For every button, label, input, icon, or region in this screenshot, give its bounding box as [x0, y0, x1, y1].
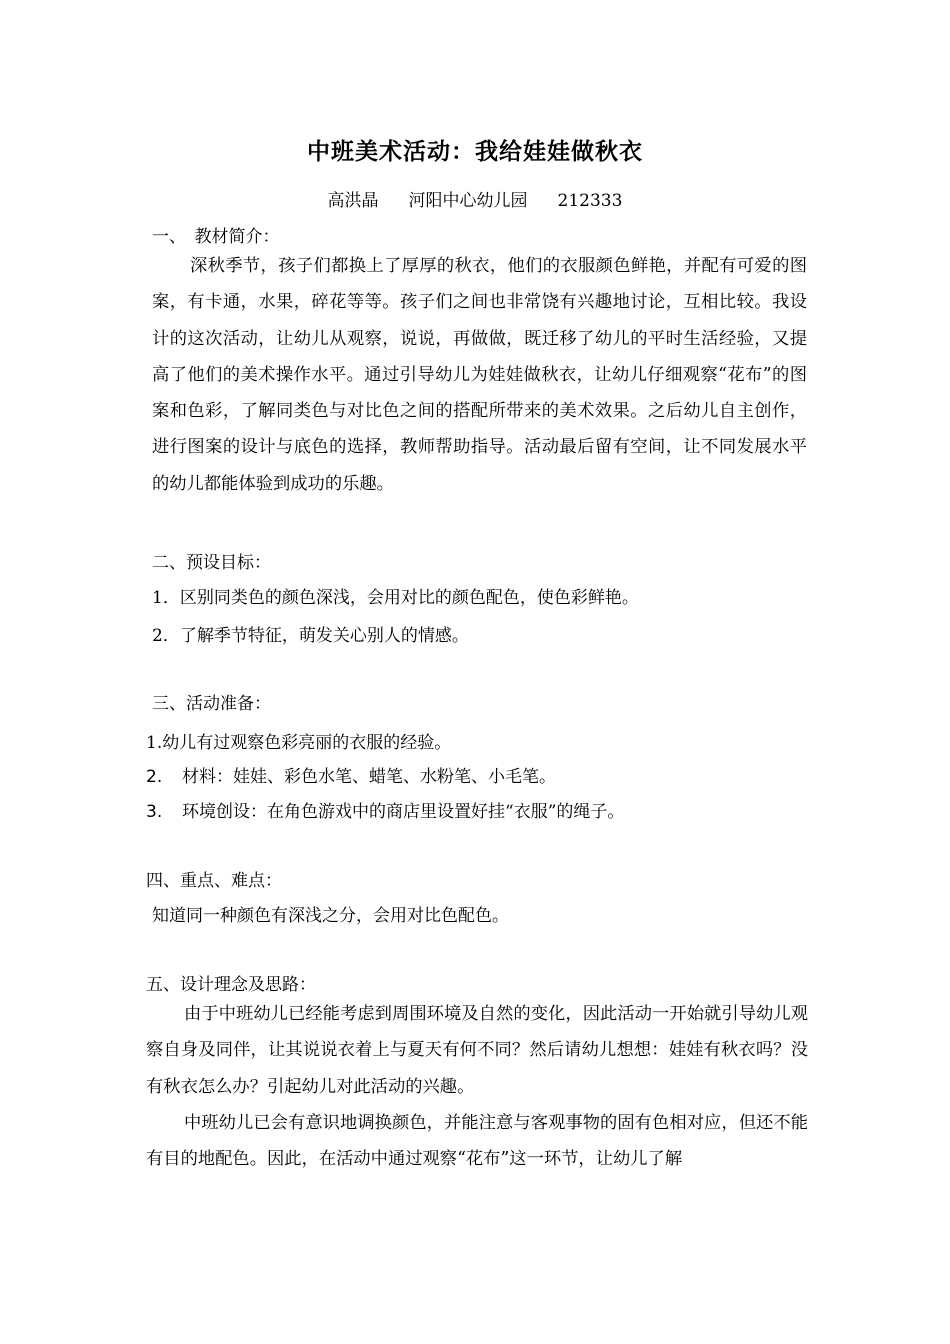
prep-item-2	[146, 762, 556, 787]
page-title: 中班美术活动：我给娃娃做秋衣	[307, 138, 643, 165]
prep-item-2-text: 材料：娃娃、彩色水笔、蜡笔、水粉笔、小毛笔。	[182, 767, 556, 787]
author-name: 高洪晶	[327, 191, 379, 211]
design-paragraph-2: 中班幼儿已会有意识地调换颜色，并能注意与客观事物的固有色相对应，但还不能有目的地配色。因此，在活动中通过观察“花布”这一环节，让幼儿了解	[146, 1113, 808, 1170]
prep-item-3-text: 环境创设：在角色游戏中的商店里设置好挂“衣服”的绳子。	[182, 802, 625, 822]
goal-item-1: 1．区别同类色的颜色深浅，会用对比的颜色配色，使色彩鲜艳。	[152, 588, 639, 608]
section-heading-design: 五、设计理念及思路：	[146, 975, 316, 995]
author-code: 212333	[557, 191, 623, 211]
prep-item-3	[146, 797, 624, 822]
section-heading-keypoints: 四、重点、难点：	[146, 871, 282, 891]
goal-item-2: 2．了解季节特征，萌发关心别人的情感。	[152, 626, 469, 646]
school-name: 河阳中心幼儿园	[408, 191, 528, 211]
design-paragraph-1: 由于中班幼儿已经能考虑到周围环境及自然的变化，因此活动一开始就引导幼儿观察自身及同伴，让其说说衣着上与夏天有何不同？然后请幼儿想想：娃娃有秋衣吗？没有秋衣怎么办？引起幼儿对此活动的兴趣。	[146, 1004, 808, 1097]
section-heading-prep: 三、活动准备：	[152, 694, 271, 714]
keypoints-text: 知道同一种颜色有深浅之分，会用对比色配色。	[152, 906, 509, 926]
byline	[0, 186, 950, 211]
section-heading-intro: 一、 教材简介：	[152, 227, 280, 247]
prep-item-3-number: 3.	[146, 802, 163, 822]
prep-item-1: 1.幼儿有过观察色彩亮丽的衣服的经验。	[146, 733, 452, 753]
intro-paragraph: 深秋季节，孩子们都换上了厚厚的秋衣，他们的衣服颜色鲜艳，并配有可爱的图案，有卡通，水果，碎花等等。孩子们之间也非常饶有兴趣地讨论，互相比较。我设计的这次活动，让幼儿从观察，说说，再做做，既迁移了幼儿的平时生活经验，又提高了他们的美术操作水平。通过引导幼儿为娃娃做秋衣，让幼儿仔细观察“花布”的图案和色彩，了解同类色与对比色之间的搭配所带来的美术效果。之后幼儿自主创作，进行图案的设计与底色的选择，教师帮助指导。活动最后留有空间，让不同发展水平的幼儿都能体验到成功的乐趣。	[152, 256, 807, 494]
section-heading-goals: 二、预设目标：	[152, 553, 271, 573]
prep-item-2-number: 2.	[146, 767, 163, 787]
